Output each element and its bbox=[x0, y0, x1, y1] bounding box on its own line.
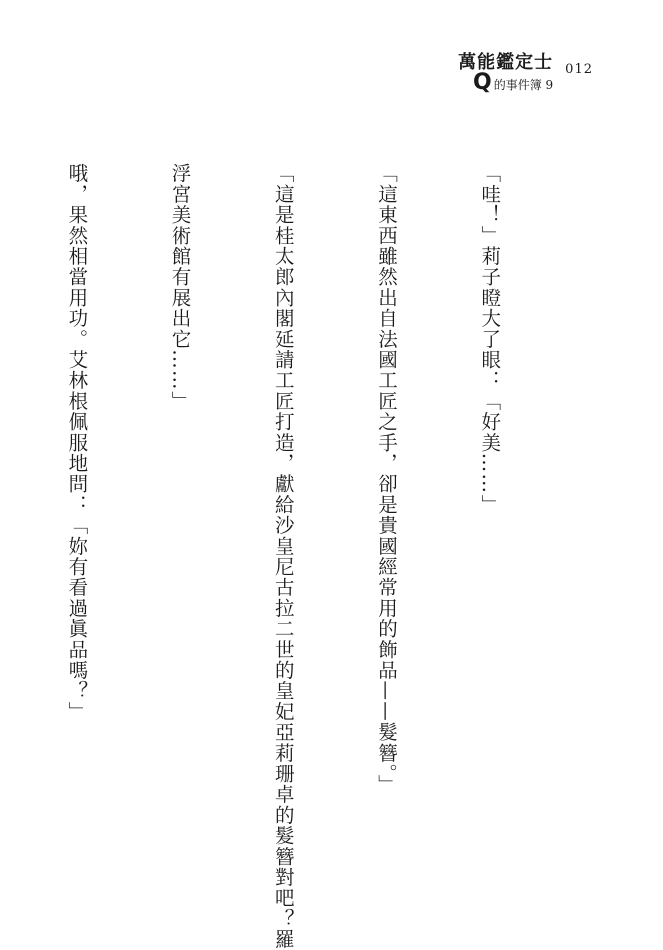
text-line: 哦，果然相當用功。艾林根佩服地問：「妳有看過眞品嗎？」 bbox=[65, 163, 89, 722]
text-line: 「哇！」莉子瞪大了眼：「好美……」 bbox=[478, 163, 502, 515]
running-header bbox=[458, 52, 593, 94]
text-line: 浮宮美術館有展出它……」 bbox=[168, 163, 192, 412]
page-number: 012 bbox=[565, 62, 593, 77]
series-letter: Q bbox=[473, 70, 492, 95]
header-titles bbox=[458, 52, 553, 94]
text-line: 「這東西雖然出自法國工匠之手，卻是貴國經常用的飾品——髮簪。」 bbox=[374, 163, 398, 795]
text-line: 「這是桂太郎內閣延請工匠打造，獻給沙皇尼古拉二世的皇妃亞莉珊卓的髮簪對吧？羅 bbox=[271, 163, 295, 950]
series-line bbox=[473, 70, 554, 95]
book-title: 萬能鑑定士 bbox=[458, 52, 554, 73]
series-subtitle: 的事件簿 9 bbox=[493, 78, 554, 92]
body-text bbox=[65, 163, 575, 950]
